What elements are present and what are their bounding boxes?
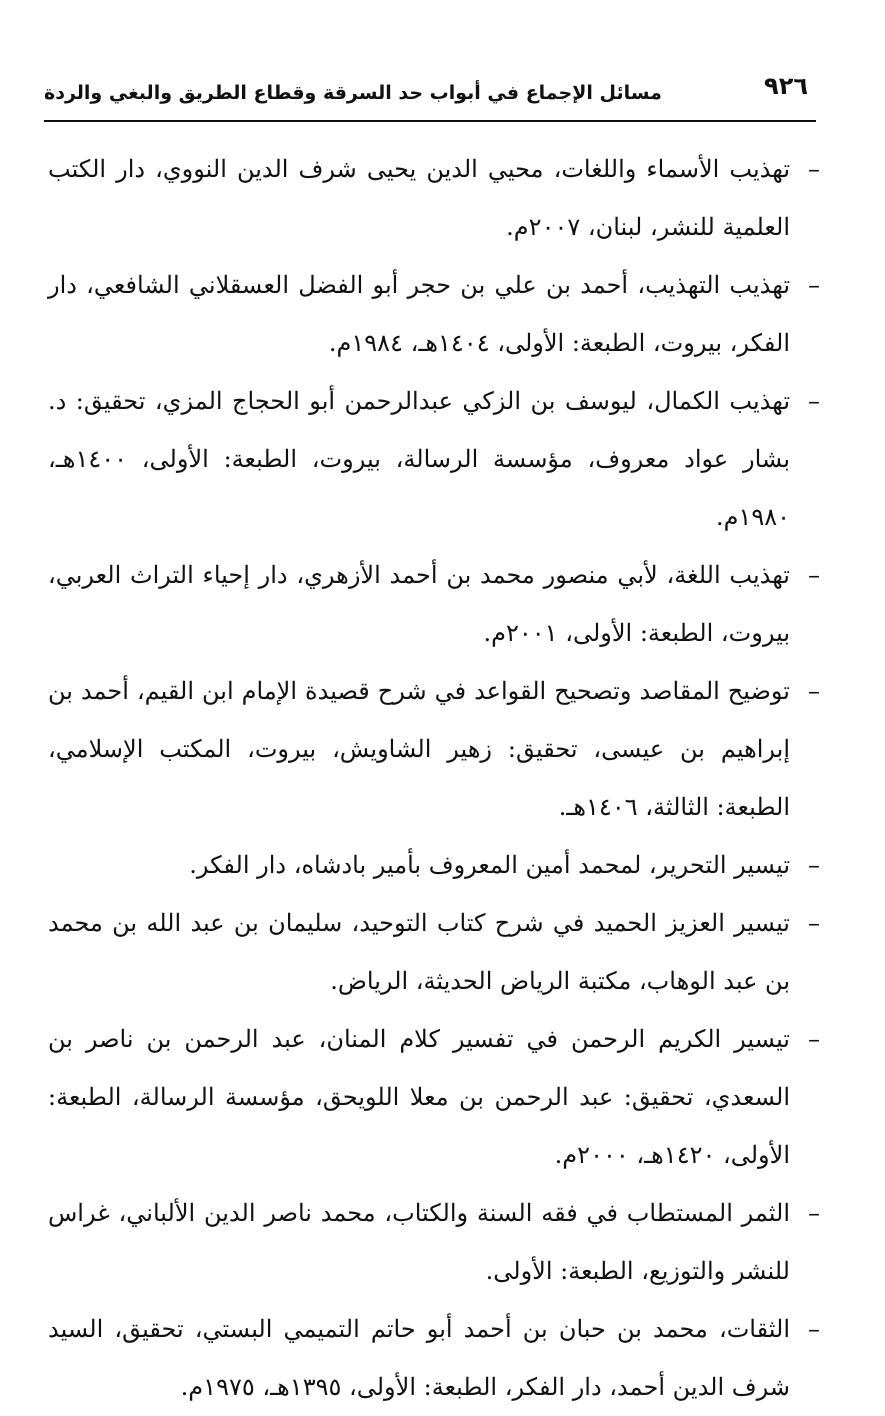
entry-text: الثقات، محمد بن حبان بن أحمد أبو حاتم التميمي البستي، تحقيق، السيد شرف الدين أحمد، دار الفكر، الطبعة: الأولى، ١٣٩٥هـ، ١٩٧٥م.: [48, 1315, 790, 1401]
bibliography-entry: [48, 1184, 820, 1300]
entry-dash: –: [808, 1315, 820, 1343]
entry-text: تهذيب اللغة، لأبي منصور محمد بن أحمد الأزهري، دار إحياء التراث العربي، بيروت، الطبعة: الأولى، ٢٠٠١م.: [48, 561, 790, 647]
bibliography-entry: [48, 546, 820, 662]
entry-dash: –: [808, 561, 820, 589]
entry-text: تهذيب الكمال، ليوسف بن الزكي عبدالرحمن أبو الحجاج المزي، تحقيق: د. بشار عواد معروف، مؤسسة الرسالة، بيروت، الطبعة: الأولى، ١٤٠٠هـ، ١٩٨٠م.: [48, 387, 790, 531]
page-number: ٩٢٦: [764, 72, 808, 100]
bibliography-entry: [48, 662, 820, 836]
page-header: [44, 66, 816, 122]
entry-text: تيسير العزيز الحميد في شرح كتاب التوحيد، سليمان بن عبد الله بن محمد بن عبد الوهاب، مكتبة الرياض الحديثة، الرياض.: [48, 909, 790, 995]
entry-text: تهذيب التهذيب، أحمد بن علي بن حجر أبو الفضل العسقلاني الشافعي، دار الفكر، بيروت، الطبعة: الأولى، ١٤٠٤هـ، ١٩٨٤م.: [48, 271, 790, 357]
bibliography-entry: [48, 140, 820, 256]
bibliography-entry: [48, 256, 820, 372]
entry-dash: –: [808, 677, 820, 705]
entry-dash: –: [808, 387, 820, 415]
entry-dash: –: [808, 1025, 820, 1053]
entry-dash: –: [808, 155, 820, 183]
bibliography-list: [48, 140, 820, 1416]
bibliography-entry: [48, 1300, 820, 1416]
bibliography-entry: [48, 836, 820, 894]
entry-text: الثمر المستطاب في فقه السنة والكتاب، محمد ناصر الدين الألباني، غراس للنشر والتوزيع، الطبعة: الأولى.: [48, 1199, 790, 1285]
entry-text: تيسير التحرير، لمحمد أمين المعروف بأمير بادشاه، دار الفكر.: [189, 851, 790, 879]
bibliography-entry: [48, 1010, 820, 1184]
entry-dash: –: [808, 271, 820, 299]
entry-text: تيسير الكريم الرحمن في تفسير كلام المنان، عبد الرحمن بن ناصر بن السعدي، تحقيق: عبد الرحمن بن معلا اللويحق، مؤسسة الرسالة، الطبعة: الأولى، ١٤٢٠هـ، ٢٠٠٠م.: [48, 1025, 790, 1169]
entry-dash: –: [808, 909, 820, 937]
entry-text: تهذيب الأسماء واللغات، محيي الدين يحيى شرف الدين النووي، دار الكتب العلمية للنشر، لبنان، ٢٠٠٧م.: [48, 155, 790, 241]
bibliography-entry: [48, 894, 820, 1010]
running-title: مسائل الإجماع في أبواب حد السرقة وقطاع الطريق والبغي والردة: [44, 82, 662, 104]
bibliography-entry: [48, 372, 820, 546]
entry-text: توضيح المقاصد وتصحيح القواعد في شرح قصيدة الإمام ابن القيم، أحمد بن إبراهيم بن عيسى، تحقيق: زهير الشاويش، بيروت، المكتب الإسلامي، الطبعة: الثالثة، ١٤٠٦هـ.: [48, 677, 790, 821]
entry-dash: –: [808, 851, 820, 879]
entry-dash: –: [808, 1199, 820, 1227]
